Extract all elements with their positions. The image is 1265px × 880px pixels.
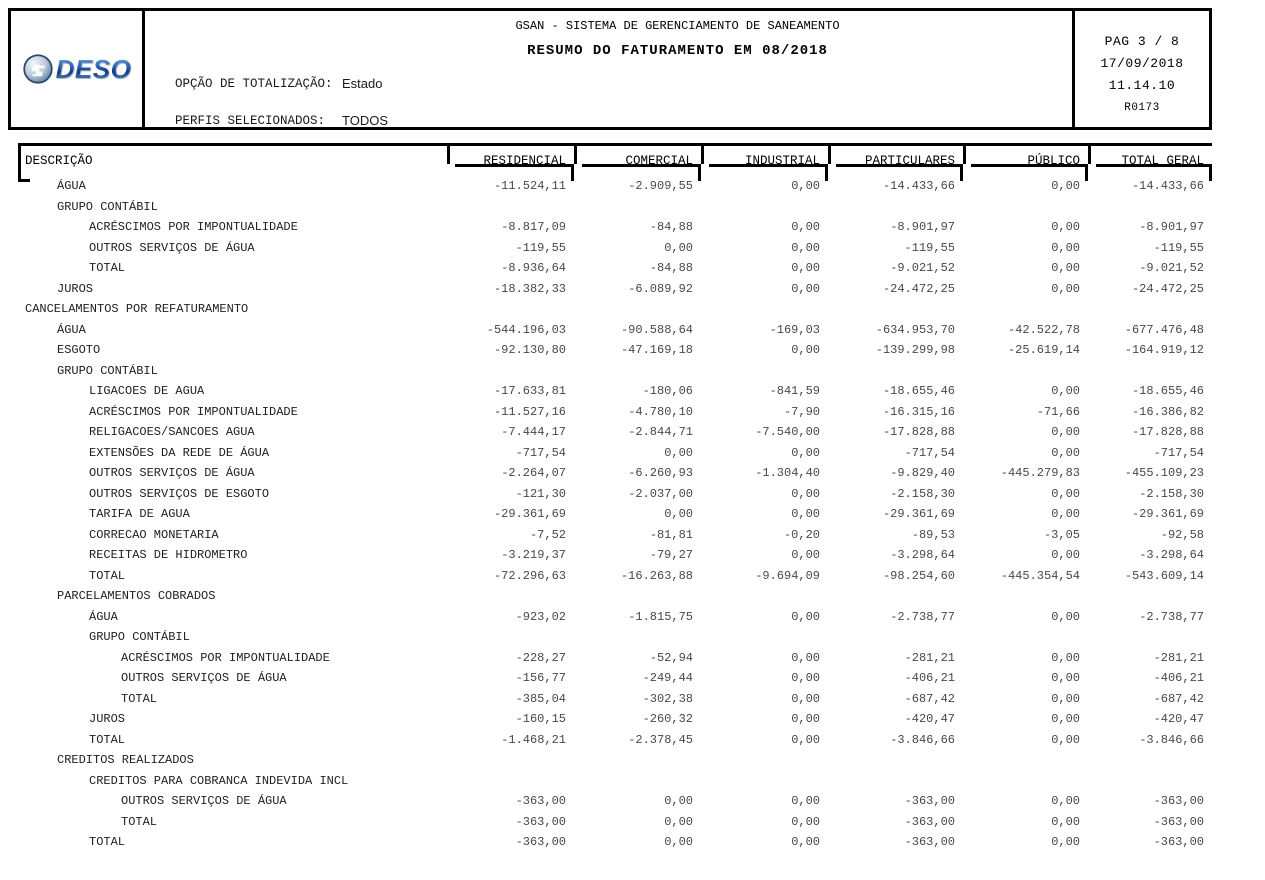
row-label: ÁGUA — [57, 322, 86, 337]
row-value: -363,00 — [515, 794, 566, 809]
row-label: TOTAL — [89, 732, 126, 747]
row-value: -1.815,75 — [628, 609, 693, 624]
row-value: -385,04 — [515, 691, 566, 706]
row-value: -363,00 — [904, 814, 955, 829]
row-label: CREDITOS PARA COBRANCA INDEVIDA INCL — [89, 773, 349, 788]
row-value: -2.158,30 — [1139, 486, 1204, 501]
row-label: OUTROS SERVIÇOS DE ÁGUA — [89, 466, 255, 481]
row-value: -29.361,69 — [882, 507, 955, 522]
row-value: -89,53 — [911, 527, 955, 542]
row-value: -717,54 — [904, 445, 955, 460]
row-value: -9.021,52 — [890, 261, 955, 276]
row-value: -249,44 — [642, 671, 693, 686]
row-value: -2.158,30 — [890, 486, 955, 501]
row-value: -7,52 — [529, 527, 566, 542]
row-value: -8.901,97 — [1139, 220, 1204, 235]
row-value: -8.901,97 — [890, 220, 955, 235]
row-value: -84,88 — [649, 220, 693, 235]
row-value: -363,00 — [515, 835, 566, 850]
row-value: -79,27 — [649, 548, 693, 563]
column-header-industrial: INDUSTRIAL — [701, 146, 828, 176]
row-value: 0,00 — [664, 814, 693, 829]
row-value: 0,00 — [664, 835, 693, 850]
table-row — [18, 320, 1212, 341]
row-value: -17.828,88 — [882, 425, 955, 440]
table-row — [18, 832, 1212, 853]
table-row — [18, 238, 1212, 259]
row-value: 0,00 — [791, 445, 820, 460]
row-value: -0,20 — [783, 527, 820, 542]
row-value: -81,81 — [649, 527, 693, 542]
row-label: TOTAL — [89, 568, 126, 583]
row-value: -18.655,46 — [882, 384, 955, 399]
row-value: -2.378,45 — [628, 732, 693, 747]
row-label: OUTROS SERVIÇOS DE ESGOTO — [89, 486, 270, 501]
row-value: 0,00 — [791, 814, 820, 829]
row-value: -9.694,09 — [755, 568, 820, 583]
row-label: GRUPO CONTÁBIL — [89, 630, 190, 645]
report-title: RESUMO DO FATURAMENTO EM 08/2018 — [527, 43, 828, 59]
water-faucet-globe-icon — [22, 53, 54, 85]
row-value: 0,00 — [791, 732, 820, 747]
row-value: -3.298,64 — [890, 548, 955, 563]
row-value: 0,00 — [664, 794, 693, 809]
table-row — [18, 299, 1212, 320]
row-value: 0,00 — [791, 835, 820, 850]
print-date: 17/09/2018 — [1100, 56, 1184, 71]
row-value: -6.089,92 — [628, 281, 693, 296]
table-row — [18, 566, 1212, 587]
row-label: TOTAL — [121, 691, 158, 706]
row-value: 0,00 — [1051, 794, 1080, 809]
row-value: -841,59 — [769, 384, 820, 399]
row-value: -121,30 — [515, 486, 566, 501]
row-value: -9.829,40 — [890, 466, 955, 481]
row-value: -1.304,40 — [755, 466, 820, 481]
row-label: CORRECAO MONETARIA — [89, 527, 219, 542]
row-value: -16.263,88 — [620, 568, 693, 583]
row-value: -8.936,64 — [501, 261, 566, 276]
row-value: -16.315,16 — [882, 404, 955, 419]
row-label: GRUPO CONTÁBIL — [57, 363, 158, 378]
row-label: JUROS — [57, 281, 94, 296]
row-value: 0,00 — [791, 179, 820, 194]
system-title: GSAN - SISTEMA DE GERENCIAMENTO DE SANEAMENTO — [515, 19, 840, 33]
row-label: PARCELAMENTOS COBRADOS — [57, 589, 216, 604]
table-row — [18, 648, 1212, 669]
row-value: -8.817,09 — [501, 220, 566, 235]
table-row — [18, 525, 1212, 546]
row-value: 0,00 — [791, 794, 820, 809]
table-row — [18, 463, 1212, 484]
row-value: -2.738,77 — [890, 609, 955, 624]
totalization-label: OPÇÃO DE TOTALIZAÇÃO: — [175, 77, 333, 91]
row-value: -11.527,16 — [493, 404, 566, 419]
profiles-line — [175, 113, 388, 128]
row-label: JUROS — [89, 712, 126, 727]
billing-table — [18, 143, 1212, 853]
row-value: 0,00 — [791, 281, 820, 296]
row-value: -119,55 — [1153, 240, 1204, 255]
row-label: ESGOTO — [57, 343, 101, 358]
row-label: OUTROS SERVIÇOS DE ÁGUA — [121, 794, 287, 809]
row-value: 0,00 — [791, 650, 820, 665]
row-value: -98.254,60 — [882, 568, 955, 583]
table-row — [18, 340, 1212, 361]
report-code: R0173 — [1124, 102, 1160, 114]
row-value: -17.633,81 — [493, 384, 566, 399]
row-value: -281,21 — [1153, 650, 1204, 665]
row-value: -24.472,25 — [882, 281, 955, 296]
table-row — [18, 422, 1212, 443]
row-value: -29.361,69 — [493, 507, 566, 522]
table-row — [18, 812, 1212, 833]
row-value: -11.524,11 — [493, 179, 566, 194]
row-value: -260,32 — [642, 712, 693, 727]
page-info — [1072, 11, 1209, 127]
row-value: -164.919,12 — [1124, 343, 1204, 358]
row-value: -3.298,64 — [1139, 548, 1204, 563]
row-value: -445.279,83 — [1000, 466, 1080, 481]
row-value: -2.264,07 — [501, 466, 566, 481]
row-value: -363,00 — [1153, 794, 1204, 809]
table-row — [18, 689, 1212, 710]
row-label: ÁGUA — [89, 609, 118, 624]
table-body — [18, 176, 1212, 853]
row-value: -363,00 — [1153, 814, 1204, 829]
row-label: ACRÉSCIMOS POR IMPONTUALIDADE — [89, 404, 298, 419]
row-value: -29.361,69 — [1131, 507, 1204, 522]
row-label: TOTAL — [121, 814, 158, 829]
row-value: 0,00 — [791, 240, 820, 255]
totalization-line — [175, 76, 383, 91]
row-value: -363,00 — [904, 794, 955, 809]
table-row — [18, 381, 1212, 402]
row-value: -24.472,25 — [1131, 281, 1204, 296]
table-row — [18, 258, 1212, 279]
row-value: 0,00 — [1051, 507, 1080, 522]
row-label: EXTENSÕES DA REDE DE ÁGUA — [89, 445, 270, 460]
profiles-value: TODOS — [342, 113, 388, 128]
row-value: -687,42 — [904, 691, 955, 706]
row-value: -406,21 — [1153, 671, 1204, 686]
brand-text: DESO — [55, 53, 132, 84]
row-value: -119,55 — [904, 240, 955, 255]
table-row — [18, 279, 1212, 300]
table-row — [18, 484, 1212, 505]
row-value: -3.219,37 — [501, 548, 566, 563]
table-row — [18, 402, 1212, 423]
report-header — [8, 8, 1212, 130]
row-value: 0,00 — [1051, 179, 1080, 194]
row-value: 0,00 — [1051, 712, 1080, 727]
row-value: -717,54 — [515, 445, 566, 460]
row-value: 0,00 — [1051, 220, 1080, 235]
row-value: 0,00 — [1051, 425, 1080, 440]
totalization-value: Estado — [342, 76, 383, 91]
row-value: -14.433,66 — [882, 179, 955, 194]
row-value: -406,21 — [904, 671, 955, 686]
row-value: -139.299,98 — [875, 343, 955, 358]
row-value: -420,47 — [904, 712, 955, 727]
row-value: 0,00 — [791, 548, 820, 563]
row-label: GRUPO CONTÁBIL — [57, 199, 158, 214]
row-value: 0,00 — [791, 507, 820, 522]
row-value: -72.296,63 — [493, 568, 566, 583]
row-value: -47.169,18 — [620, 343, 693, 358]
row-value: -92,58 — [1160, 527, 1204, 542]
table-row — [18, 217, 1212, 238]
row-value: -119,55 — [515, 240, 566, 255]
table-row — [18, 443, 1212, 464]
row-label: CREDITOS REALIZADOS — [57, 753, 194, 768]
row-value: -363,00 — [515, 814, 566, 829]
row-value: -7,90 — [783, 404, 820, 419]
row-label: LIGACOES DE AGUA — [89, 384, 205, 399]
row-value: -84,88 — [649, 261, 693, 276]
row-value: 0,00 — [791, 220, 820, 235]
row-label: TARIFA DE AGUA — [89, 507, 190, 522]
row-value: 0,00 — [791, 609, 820, 624]
row-label: TOTAL — [89, 261, 126, 276]
table-row — [18, 545, 1212, 566]
row-value: -160,15 — [515, 712, 566, 727]
row-value: -363,00 — [904, 835, 955, 850]
page-number: PAG 3 / 8 — [1104, 34, 1180, 49]
column-header-residencial: RESIDENCIAL — [447, 146, 574, 176]
row-label: RELIGACOES/SANCOES AGUA — [89, 425, 255, 440]
row-value: 0,00 — [1051, 445, 1080, 460]
profiles-label: PERFIS SELECIONADOS: — [175, 114, 326, 128]
row-value: -156,77 — [515, 671, 566, 686]
row-value: 0,00 — [1051, 240, 1080, 255]
row-label: ACRÉSCIMOS POR IMPONTUALIDADE — [121, 650, 330, 665]
print-time: 11.14.10 — [1108, 78, 1176, 93]
row-label: OUTROS SERVIÇOS DE ÁGUA — [89, 240, 255, 255]
row-value: -445.354,54 — [1000, 568, 1080, 583]
column-header-descricao: DESCRIÇÃO — [18, 146, 447, 176]
row-value: -7.444,17 — [501, 425, 566, 440]
row-value: -18.382,33 — [493, 281, 566, 296]
row-label: OUTROS SERVIÇOS DE ÁGUA — [121, 671, 287, 686]
row-value: -2.738,77 — [1139, 609, 1204, 624]
row-value: 0,00 — [1051, 486, 1080, 501]
column-header-publico: PÚBLICO — [963, 146, 1088, 176]
row-value: 0,00 — [791, 671, 820, 686]
column-header-total-geral: TOTAL GERAL — [1088, 146, 1212, 176]
row-value: 0,00 — [791, 712, 820, 727]
table-row — [18, 709, 1212, 730]
row-value: 0,00 — [1051, 261, 1080, 276]
row-value: -71,66 — [1036, 404, 1080, 419]
row-value: -717,54 — [1153, 445, 1204, 460]
row-value: -180,06 — [642, 384, 693, 399]
row-value: 0,00 — [1051, 650, 1080, 665]
row-value: -634.953,70 — [875, 322, 955, 337]
table-row — [18, 750, 1212, 771]
row-value: 0,00 — [1051, 609, 1080, 624]
row-value: -3.846,66 — [890, 732, 955, 747]
header-main — [145, 11, 1072, 127]
column-header-particulares: PARTICULARES — [828, 146, 963, 176]
row-value: 0,00 — [791, 343, 820, 358]
table-row — [18, 607, 1212, 628]
row-value: -18.655,46 — [1131, 384, 1204, 399]
row-value: 0,00 — [791, 486, 820, 501]
row-value: 0,00 — [1051, 814, 1080, 829]
row-value: -3.846,66 — [1139, 732, 1204, 747]
row-value: -90.588,64 — [620, 322, 693, 337]
table-row — [18, 771, 1212, 792]
row-value: -16.386,82 — [1131, 404, 1204, 419]
row-value: -923,02 — [515, 609, 566, 624]
row-value: -3,05 — [1043, 527, 1080, 542]
row-value: -363,00 — [1153, 835, 1204, 850]
column-header-comercial: COMERCIAL — [574, 146, 701, 176]
table-row — [18, 730, 1212, 751]
deso-logo — [11, 11, 145, 127]
row-value: 0,00 — [1051, 548, 1080, 563]
row-value: -455.109,23 — [1124, 466, 1204, 481]
row-value: -7.540,00 — [755, 425, 820, 440]
row-value: -4.780,10 — [628, 404, 693, 419]
row-value: 0,00 — [1051, 384, 1080, 399]
row-value: -2.844,71 — [628, 425, 693, 440]
row-label: ACRÉSCIMOS POR IMPONTUALIDADE — [89, 220, 298, 235]
row-value: 0,00 — [1051, 671, 1080, 686]
row-value: -302,38 — [642, 691, 693, 706]
row-value: -25.619,14 — [1007, 343, 1080, 358]
table-header-row — [18, 143, 1212, 176]
row-value: -2.909,55 — [628, 179, 693, 194]
table-row — [18, 504, 1212, 525]
row-label: ÁGUA — [57, 179, 86, 194]
table-row — [18, 627, 1212, 648]
row-value: -92.130,80 — [493, 343, 566, 358]
row-value: -543.609,14 — [1124, 568, 1204, 583]
row-value: 0,00 — [1051, 281, 1080, 296]
row-value: -281,21 — [904, 650, 955, 665]
row-value: -6.260,93 — [628, 466, 693, 481]
row-value: -677.476,48 — [1124, 322, 1204, 337]
row-value: 0,00 — [664, 445, 693, 460]
row-value: -420,47 — [1153, 712, 1204, 727]
row-value: 0,00 — [791, 691, 820, 706]
table-row — [18, 361, 1212, 382]
table-row — [18, 197, 1212, 218]
row-label: CANCELAMENTOS POR REFATURAMENTO — [25, 302, 249, 317]
row-label: TOTAL — [89, 835, 126, 850]
row-value: 0,00 — [664, 240, 693, 255]
row-value: -17.828,88 — [1131, 425, 1204, 440]
table-row — [18, 586, 1212, 607]
row-value: 0,00 — [1051, 691, 1080, 706]
row-value: -9.021,52 — [1139, 261, 1204, 276]
row-value: -14.433,66 — [1131, 179, 1204, 194]
row-value: 0,00 — [664, 507, 693, 522]
row-value: -2.037,00 — [628, 486, 693, 501]
row-value: 0,00 — [1051, 835, 1080, 850]
row-value: -42.522,78 — [1007, 322, 1080, 337]
row-value: -544.196,03 — [486, 322, 566, 337]
table-row — [18, 791, 1212, 812]
row-value: 0,00 — [791, 261, 820, 276]
row-value: -1.468,21 — [501, 732, 566, 747]
row-value: -687,42 — [1153, 691, 1204, 706]
row-value: -52,94 — [649, 650, 693, 665]
row-value: 0,00 — [1051, 732, 1080, 747]
table-row — [18, 668, 1212, 689]
row-value: -169,03 — [769, 322, 820, 337]
row-value: -228,27 — [515, 650, 566, 665]
row-label: RECEITAS DE HIDROMETRO — [89, 548, 248, 563]
